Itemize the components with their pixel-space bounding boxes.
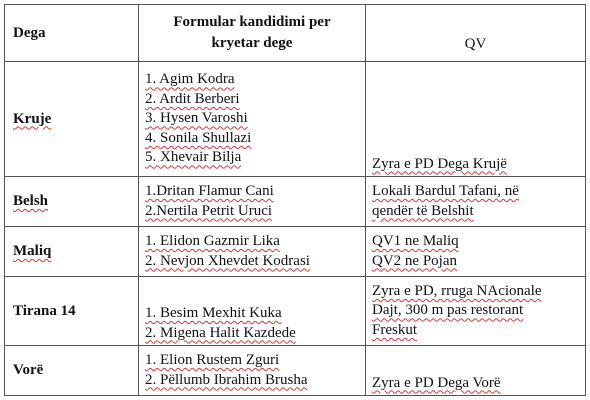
table-row [5, 346, 586, 396]
qv-line [372, 182, 585, 202]
cell-text: Lokali Bardul Tafani, në [372, 183, 519, 199]
table-row [5, 62, 586, 177]
qv-line [372, 252, 585, 272]
candidate [145, 70, 365, 90]
cell-text: 1. Besim Mexhit Kuka [145, 305, 282, 321]
qv-cell [366, 277, 586, 346]
candidate [145, 371, 365, 391]
cell-text: QV1 ne Maliq [372, 233, 459, 249]
cell-text: qendër të Belshit [372, 202, 474, 219]
qv-cell [366, 227, 586, 277]
candidate [145, 148, 365, 168]
candidate [145, 202, 365, 222]
candidate [145, 351, 365, 371]
qv-line [372, 374, 585, 394]
cell-text: 1.Dritan Flamur Cani [145, 183, 274, 199]
qv-cell [366, 346, 586, 396]
header-dega [5, 5, 139, 62]
header-formular-line2: kryetar dege [211, 35, 293, 51]
dega-cell [5, 177, 139, 227]
cell-text: 2. Migena Halit Kazdede [145, 324, 296, 341]
candidates-cell [139, 346, 366, 396]
header-dega-label: Dega [13, 24, 46, 41]
candidate [145, 109, 365, 129]
cell-text: 1. Agim Kodra [145, 71, 235, 88]
candidate [145, 252, 365, 272]
dega-cell [5, 346, 139, 396]
candidates-cell [139, 227, 366, 277]
candidates-cell [139, 177, 366, 227]
candidate [145, 232, 365, 252]
header-qv [366, 5, 586, 62]
candidate [145, 129, 365, 149]
cell-text: 2. Nevjon Xhevdet Kodrasi [145, 252, 310, 269]
cell-text: Dajt, 300 m pas restorant [372, 302, 524, 319]
qv-cell [366, 177, 586, 227]
qv-cell [366, 62, 586, 177]
candidates-cell [139, 62, 366, 177]
cell-text: 2. Pëllumb Ibrahim Brusha [145, 371, 308, 388]
header-qv-label: QV [464, 35, 487, 52]
candidate [145, 324, 365, 344]
dega-cell [5, 62, 139, 177]
table-row [5, 227, 586, 277]
header-formular-line1: Formular kandidimi per [173, 14, 331, 30]
qv-line [372, 232, 585, 252]
qv-line [372, 301, 585, 321]
qv-line [372, 202, 585, 222]
candidate [145, 182, 365, 202]
cell-text: Zyra e PD, rruga NAcionale [372, 282, 542, 299]
cell-text: Freskut [372, 321, 417, 338]
candidate [145, 304, 365, 324]
cell-text: 4. Sonila Shullazi [145, 129, 252, 146]
table-row [5, 277, 586, 346]
qv-line [372, 155, 585, 175]
dega-name: Tirana 14 [13, 302, 76, 319]
candidacy-table [4, 4, 586, 396]
cell-text: QV2 ne Pojan [372, 252, 457, 269]
cell-text: 1. Elidon Gazmir Lika [145, 233, 280, 249]
cell-text: 3. Hysen Varoshi [145, 110, 248, 127]
dega-cell [5, 277, 139, 346]
cell-text: Zyra e PD Dega Krujë [372, 155, 507, 172]
candidate [145, 90, 365, 110]
dega-name: Vorë [13, 362, 44, 378]
cell-text: 1. Elion Rustem Zguri [145, 352, 280, 368]
cell-text: Zyra e PD Dega Vorë [372, 374, 501, 391]
candidates-cell [139, 277, 366, 346]
dega-name: Belsh [13, 193, 49, 209]
dega-name: Maliq [13, 243, 52, 259]
dega-cell [5, 227, 139, 277]
cell-text: 2. Ardit Berberi [145, 90, 240, 107]
qv-line [372, 282, 585, 302]
dega-name: Kruje [13, 110, 52, 127]
cell-text: 5. Xhevair Bilja [145, 149, 242, 166]
header-formular [139, 5, 366, 62]
qv-line [372, 321, 585, 341]
cell-text: 2.Nertila Petrit Uruci [145, 202, 273, 219]
table-row [5, 177, 586, 227]
header-row [5, 5, 586, 62]
